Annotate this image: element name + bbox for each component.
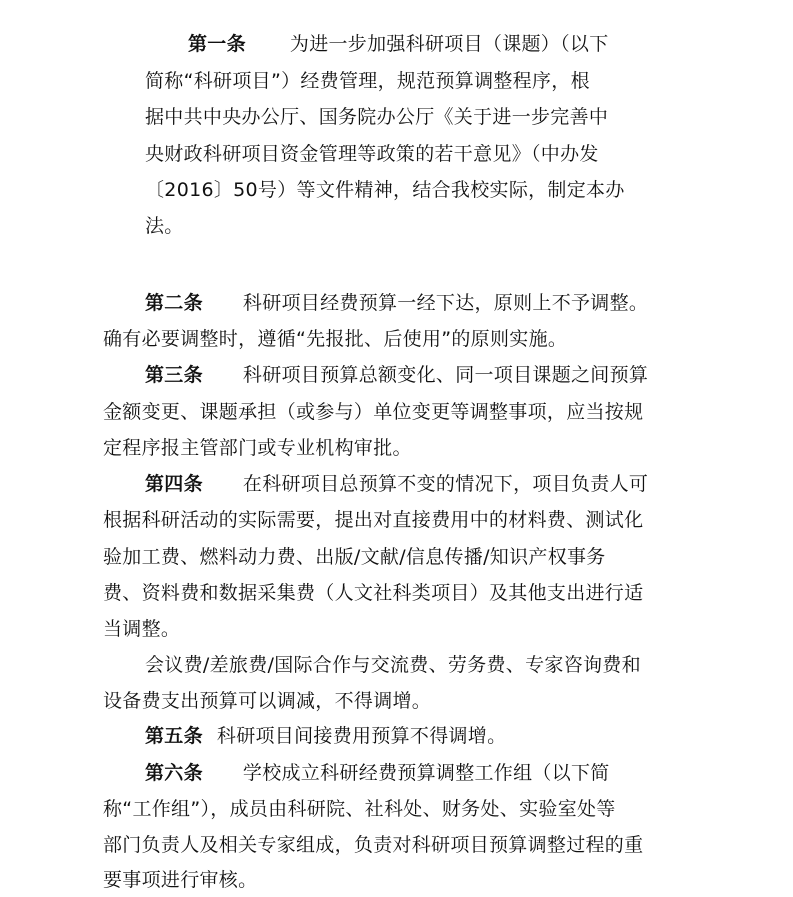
article-1-text-2: 简称“科研项目”）经费管理，规范预算调整程序，根 xyxy=(145,70,590,92)
article-1-label: 第一条 xyxy=(188,33,246,55)
article-1-text-6: 法。 xyxy=(145,215,184,237)
article-2-line-1 xyxy=(145,291,648,315)
article-6-line-3 xyxy=(103,833,643,857)
article-3-text-2: 金额变更、课题承担（或参与）单位变更等调整事项，应当按规 xyxy=(103,401,644,423)
article-3-line-3 xyxy=(103,436,412,460)
article-4-line-5 xyxy=(103,617,180,641)
article-4-text-5: 当调整。 xyxy=(103,618,181,640)
article-1-line-4 xyxy=(145,142,599,166)
article-2-label: 第二条 xyxy=(145,292,203,314)
article-2-text-2: 确有必要调整时，遵循“先报批、后使用”的原则实施。 xyxy=(103,328,568,350)
article-6-line-2 xyxy=(103,797,616,821)
article-4-extra-text-1: 会议费/差旅费/国际合作与交流费、劳务费、专家咨询费和 xyxy=(145,654,641,676)
article-5-line-1 xyxy=(145,724,506,748)
article-2-text-1: 科研项目经费预算一经下达，原则上不予调整。 xyxy=(242,292,649,314)
article-4-line-4 xyxy=(103,581,643,605)
article-6-line-4 xyxy=(103,868,257,892)
article-1-text-4: 央财政科研项目资金管理等政策的若干意见》（中办发 xyxy=(145,143,599,165)
article-1-text-3: 据中共中央办公厅、国务院办公厅《关于进一步完善中 xyxy=(145,106,609,128)
article-3-line-1 xyxy=(145,363,648,387)
article-2-line-2 xyxy=(103,327,567,351)
article-4-extra-line-2 xyxy=(103,689,431,713)
article-4-line-2 xyxy=(103,508,643,532)
article-6-line-1 xyxy=(145,761,610,785)
article-1-text-1: 为进一步加强科研项目（课题）（以下 xyxy=(289,33,609,55)
article-4-label: 第四条 xyxy=(145,473,203,495)
article-4-line-3 xyxy=(103,545,606,569)
article-1-line-2 xyxy=(145,69,590,93)
article-3-text-1: 科研项目预算总额变化、同一项目课题之间预算 xyxy=(242,364,649,386)
article-4-extra-text-2: 设备费支出预算可以调减，不得调增。 xyxy=(103,690,432,712)
article-1-line-3 xyxy=(145,105,608,129)
article-6-text-1: 学校成立科研经费预算调整工作组（以下简 xyxy=(242,762,610,784)
article-1-line-6 xyxy=(145,214,184,238)
article-5-text-1: 科研项目间接费用预算不得调增。 xyxy=(216,725,507,747)
article-4-text-1: 在科研项目总预算不变的情况下，项目负责人可 xyxy=(242,473,649,495)
article-6-text-2: 称“工作组”），成员由科研院、社科处、财务处、实验室处等 xyxy=(103,798,616,820)
article-4-text-4: 费、资料费和数据采集费（人文社科类项目）及其他支出进行适 xyxy=(103,582,644,604)
article-6-text-4: 要事项进行审核。 xyxy=(103,869,258,891)
article-3-text-3: 定程序报主管部门或专业机构审批。 xyxy=(103,437,412,459)
article-1-text-5: 〔2016〕50号）等文件精神，结合我校实际，制定本办 xyxy=(145,179,625,201)
article-5-label: 第五条 xyxy=(145,725,203,747)
article-3-label: 第三条 xyxy=(145,364,203,386)
article-4-extra-line-1 xyxy=(145,653,641,677)
article-4-text-3: 验加工费、燃料动力费、出版/文献/信息传播/知识产权事务 xyxy=(103,546,606,568)
article-1-line-5 xyxy=(145,178,625,202)
article-4-line-1 xyxy=(145,472,648,496)
article-6-label: 第六条 xyxy=(145,762,203,784)
article-4-text-2: 根据科研活动的实际需要，提出对直接费用中的材料费、测试化 xyxy=(103,509,644,531)
article-6-text-3: 部门负责人及相关专家组成，负责对科研项目预算调整过程的重 xyxy=(103,834,644,856)
article-3-line-2 xyxy=(103,400,643,424)
article-1-line-1 xyxy=(188,32,609,56)
